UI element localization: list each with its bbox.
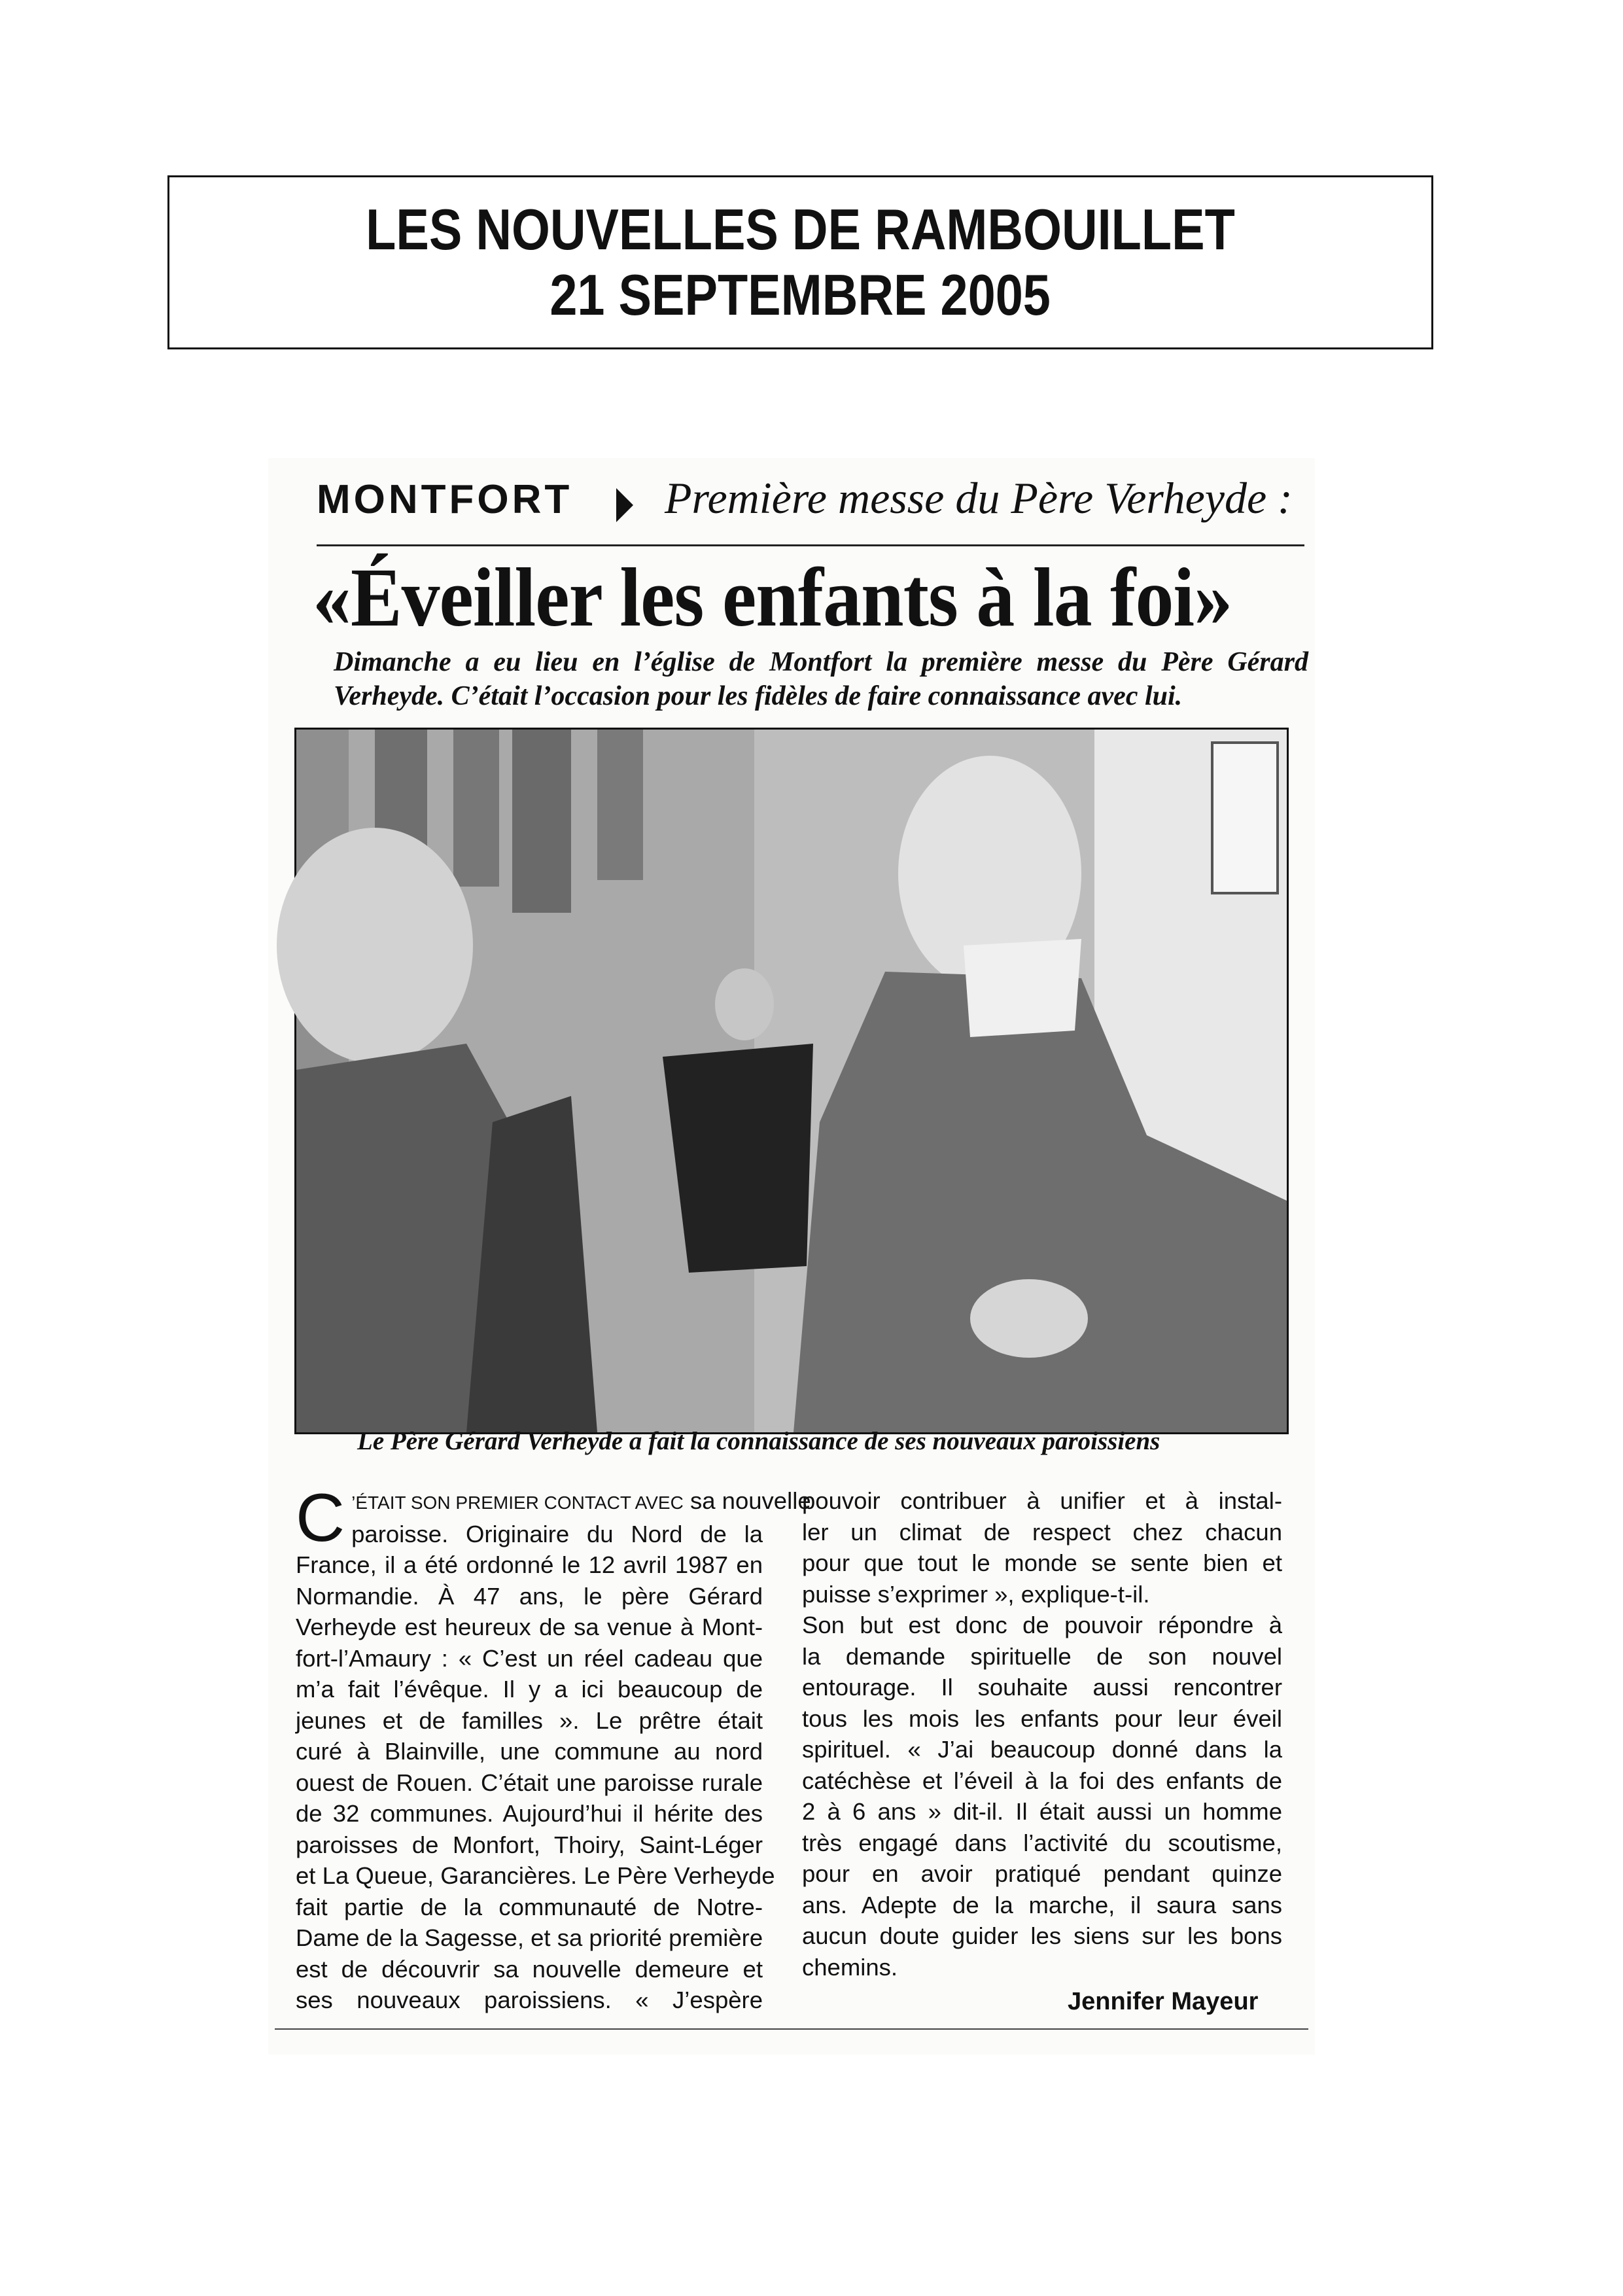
article-line: jeunes et de familles ». Le prêtre était — [296, 1706, 763, 1734]
photo-illustration — [296, 730, 1287, 1432]
article-line: Son but est donc de pouvoir répondre à — [802, 1612, 1282, 1638]
publication-name: LES NOUVELLES DE RAMBOUILLET — [366, 197, 1235, 262]
article-column-2 — [802, 1485, 1282, 1983]
article-line: curé à Blainville, une commune au nord — [296, 1738, 763, 1765]
triangle-arrow-icon — [616, 488, 633, 522]
article-subhead: Première messe du Père Verheyde : — [665, 473, 1293, 523]
article-line: Dame de la Sagesse, et sa priorité première — [296, 1924, 763, 1951]
article-line: paroisse. Originaire du Nord de la — [351, 1520, 763, 1547]
article-line: pouvoir contribuer à unifier et à instal- — [802, 1487, 1282, 1514]
article-line: fait partie de la communauté de Notre- — [296, 1893, 763, 1920]
article-line: ans. Adepte de la marche, il saura sans — [802, 1891, 1282, 1918]
article-line: aucun doute guider les siens sur les bons — [802, 1922, 1282, 1949]
article-photo — [294, 728, 1289, 1434]
clipping-bottom-edge — [275, 2028, 1308, 2030]
article-standfirst — [334, 645, 1308, 713]
article-line: 2 à 6 ans » dit-il. Il était aussi un homme — [802, 1798, 1282, 1825]
kicker-row — [317, 472, 1311, 538]
article-line: Normandie. À 47 ans, le père Gérard — [296, 1582, 763, 1610]
article-line: est de découvrir sa nouvelle demeure et — [296, 1955, 763, 1983]
article-line: ouest de Rouen. C’était une paroisse rurale — [296, 1769, 763, 1796]
article-line: et La Queue, Garancières. Le Père Verheyde — [296, 1862, 775, 1889]
publication-header — [167, 175, 1433, 349]
article-line: paroisses de Monfort, Thoiry, Saint-Léger — [296, 1831, 763, 1858]
drop-cap: C — [296, 1480, 345, 1556]
article-line: fort-l’Amaury : « C’est un réel cadeau que — [296, 1644, 763, 1672]
article-line: la demande spirituelle de son nouvel — [802, 1642, 1282, 1670]
article-line: France, il a été ordonné le 12 avril 1987 en — [296, 1551, 763, 1578]
article-headline: «Éveiller les enfants à la foi» — [313, 551, 1232, 644]
lead-in-caps: ’ÉTAIT SON PREMIER CONTACT AVEC — [351, 1492, 684, 1513]
article-line: tous les mois les enfants pour leur éveil — [802, 1704, 1282, 1732]
article-line: ses nouveaux paroissiens. « J’espère — [296, 1987, 763, 2013]
article-line — [296, 1485, 811, 1519]
standfirst-line: Dimanche a eu lieu en l’église de Montfort la première messe du Père Gérard — [334, 647, 1308, 677]
article-line: entourage. Il souhaite aussi rencontrer — [802, 1674, 1282, 1701]
article-line: de 32 communes. Aujourd’hui il hérite des — [296, 1800, 763, 1827]
kicker-divider — [317, 544, 1304, 546]
article-line: m’a fait l’évêque. Il y a ici beaucoup de — [296, 1676, 763, 1703]
article-line: chemins. — [802, 1953, 898, 1981]
lead-in-rest: sa nouvelle — [683, 1487, 811, 1514]
article-line: puisse s’exprimer », explique-t-il. — [802, 1580, 1150, 1608]
article-column-1 — [296, 1480, 811, 2016]
article-line: catéchèse et l’éveil à la foi des enfants de — [802, 1767, 1282, 1794]
article-line: ler un climat de respect chez chacun — [802, 1518, 1282, 1545]
section-kicker: MONTFORT — [317, 477, 573, 522]
article-line: très engagé dans l’activité du scoutisme, — [802, 1829, 1282, 1856]
standfirst-line: Verheyde. C’était l’occasion pour les fidèles de faire connaissance avec lui. — [334, 681, 1183, 711]
article-line: pour en avoir pratiqué pendant quinze — [802, 1860, 1282, 1887]
article-line: spirituel. « J’ai beaucoup donné dans la — [802, 1736, 1282, 1763]
author-signature: Jennifer Mayeur — [1068, 1988, 1259, 2015]
article-line: pour que tout le monde se sente bien et — [802, 1549, 1282, 1576]
publication-date: 21 SEPTEMBRE 2005 — [550, 262, 1051, 327]
photo-caption: Le Père Gérard Verheyde a fait la connaissance de ses nouveaux paroissiens — [357, 1427, 1161, 1455]
article-line: Verheyde est heureux de sa venue à Mont- — [296, 1614, 763, 1640]
